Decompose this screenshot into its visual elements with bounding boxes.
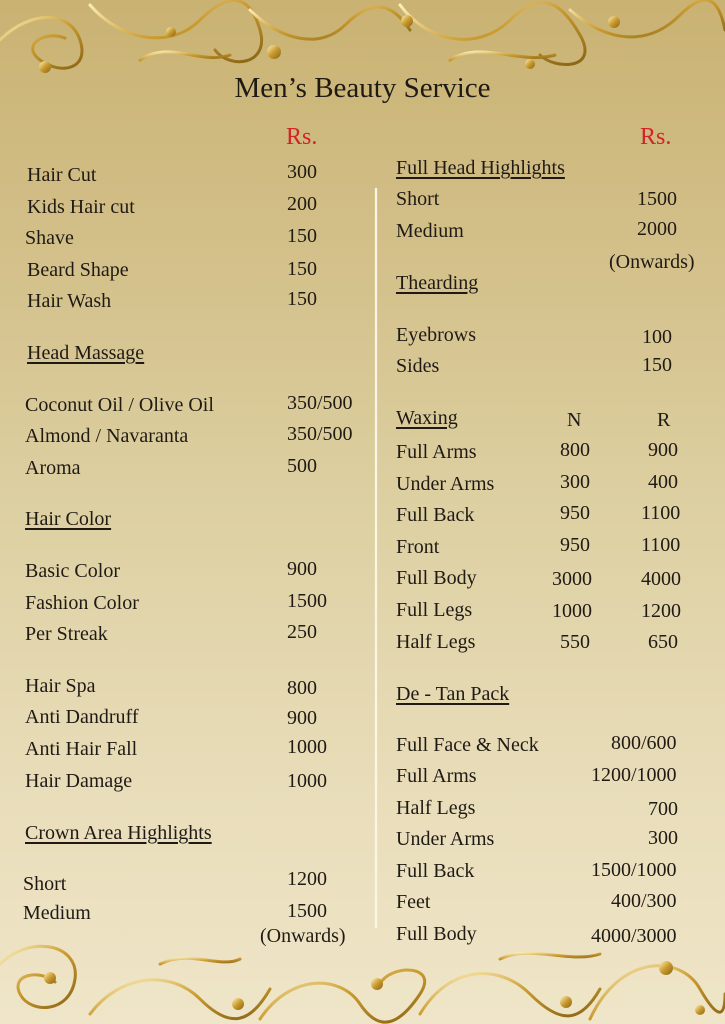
service-price: 1500 [637, 188, 677, 210]
service-price: 150 [642, 354, 672, 376]
service-name: Half Legs [396, 631, 476, 653]
service-name: Shave [25, 227, 74, 249]
service-name: Full Back [396, 860, 475, 882]
service-name: Fashion Color [25, 592, 139, 614]
service-name: Aroma [25, 457, 81, 479]
service-price: 1000 [287, 770, 327, 792]
service-name: Basic Color [25, 560, 120, 582]
price-r: 1100 [641, 502, 681, 524]
service-price: 1500 [287, 900, 327, 922]
price-n: 950 [560, 534, 590, 556]
service-name: Anti Hair Fall [25, 738, 138, 760]
service-price: 900 [287, 558, 317, 580]
service-name: Full Body [396, 923, 477, 945]
price-n: 1000 [552, 600, 592, 622]
bottom-swirl-ornament [0, 934, 725, 1024]
service-name: Sides [396, 355, 440, 377]
service-name: Medium [396, 220, 464, 242]
service-name: Full Back [396, 504, 475, 526]
price-r: 400 [648, 471, 678, 493]
service-name: Kids Hair cut [27, 196, 135, 218]
price-n: 950 [560, 502, 590, 524]
page-title: Men’s Beauty Service [234, 72, 491, 104]
column-divider [375, 188, 377, 928]
section-heading-detan-pack: De - Tan Pack [396, 683, 510, 705]
section-heading-threading: Thearding [396, 272, 479, 294]
service-price: 100 [642, 326, 672, 348]
column-header-n: N [567, 409, 582, 431]
service-price: 1500/1000 [591, 859, 677, 881]
price-note: (Onwards) [260, 925, 346, 947]
service-price: 300 [648, 827, 678, 849]
service-name: Under Arms [396, 473, 495, 495]
price-n: 300 [560, 471, 590, 493]
service-price: 500 [287, 455, 317, 477]
service-name: Short [396, 188, 440, 210]
price-r: 900 [648, 439, 678, 461]
price-r: 4000 [641, 568, 681, 590]
service-price: 1200 [287, 868, 327, 890]
top-swirl-ornament [0, 0, 725, 80]
service-price: 150 [287, 258, 317, 280]
section-heading-hair-color: Hair Color [25, 508, 112, 530]
service-name: Full Legs [396, 599, 473, 621]
price-n: 800 [560, 439, 590, 461]
service-name: Hair Cut [27, 164, 97, 186]
service-name: Beard Shape [27, 259, 129, 281]
service-name: Eyebrows [396, 324, 476, 346]
service-price: 800/600 [611, 732, 677, 754]
price-n: 3000 [552, 568, 592, 590]
service-name: Full Arms [396, 441, 477, 463]
service-name: Hair Wash [27, 290, 112, 312]
right-currency-label: Rs. [640, 124, 672, 150]
service-name: Full Arms [396, 765, 477, 787]
service-name: Medium [23, 902, 91, 924]
service-price: 1000 [287, 736, 327, 758]
column-header-r: R [657, 409, 671, 431]
service-name: Under Arms [396, 828, 495, 850]
service-name: Coconut Oil / Olive Oil [25, 394, 214, 416]
price-r: 650 [648, 631, 678, 653]
price-note: (Onwards) [609, 251, 695, 273]
section-heading-full-head-highlights: Full Head Highlights [396, 157, 565, 179]
service-name: Full Body [396, 567, 477, 589]
service-name: Almond / Navaranta [25, 425, 189, 447]
price-r: 1100 [641, 534, 681, 556]
service-name: Front [396, 536, 440, 558]
service-price: 400/300 [611, 890, 677, 912]
service-price: 700 [648, 798, 678, 820]
service-name: Half Legs [396, 797, 476, 819]
service-name: Full Face & Neck [396, 734, 539, 756]
service-name: Anti Dandruff [25, 706, 139, 728]
service-name: Per Streak [25, 623, 108, 645]
section-heading-waxing: Waxing [396, 407, 458, 429]
service-name: Hair Damage [25, 770, 133, 792]
service-name: Short [23, 873, 67, 895]
service-price: 900 [287, 707, 317, 729]
section-heading-crown-area: Crown Area Highlights [25, 822, 212, 844]
service-price: 300 [287, 161, 317, 183]
price-r: 1200 [641, 600, 681, 622]
left-currency-label: Rs. [286, 124, 318, 150]
service-price: 350/500 [287, 423, 353, 445]
section-heading-head-massage: Head Massage [27, 342, 145, 364]
service-price: 250 [287, 621, 317, 643]
service-price: 800 [287, 677, 317, 699]
service-price: 1500 [287, 590, 327, 612]
service-price: 350/500 [287, 392, 353, 414]
price-n: 550 [560, 631, 590, 653]
service-name: Feet [396, 891, 431, 913]
service-price: 1200/1000 [591, 764, 677, 786]
service-price: 150 [287, 225, 317, 247]
service-price: 2000 [637, 218, 677, 240]
service-name: Hair Spa [25, 675, 96, 697]
service-price: 4000/3000 [591, 925, 677, 947]
service-price: 150 [287, 288, 317, 310]
service-price: 200 [287, 193, 317, 215]
